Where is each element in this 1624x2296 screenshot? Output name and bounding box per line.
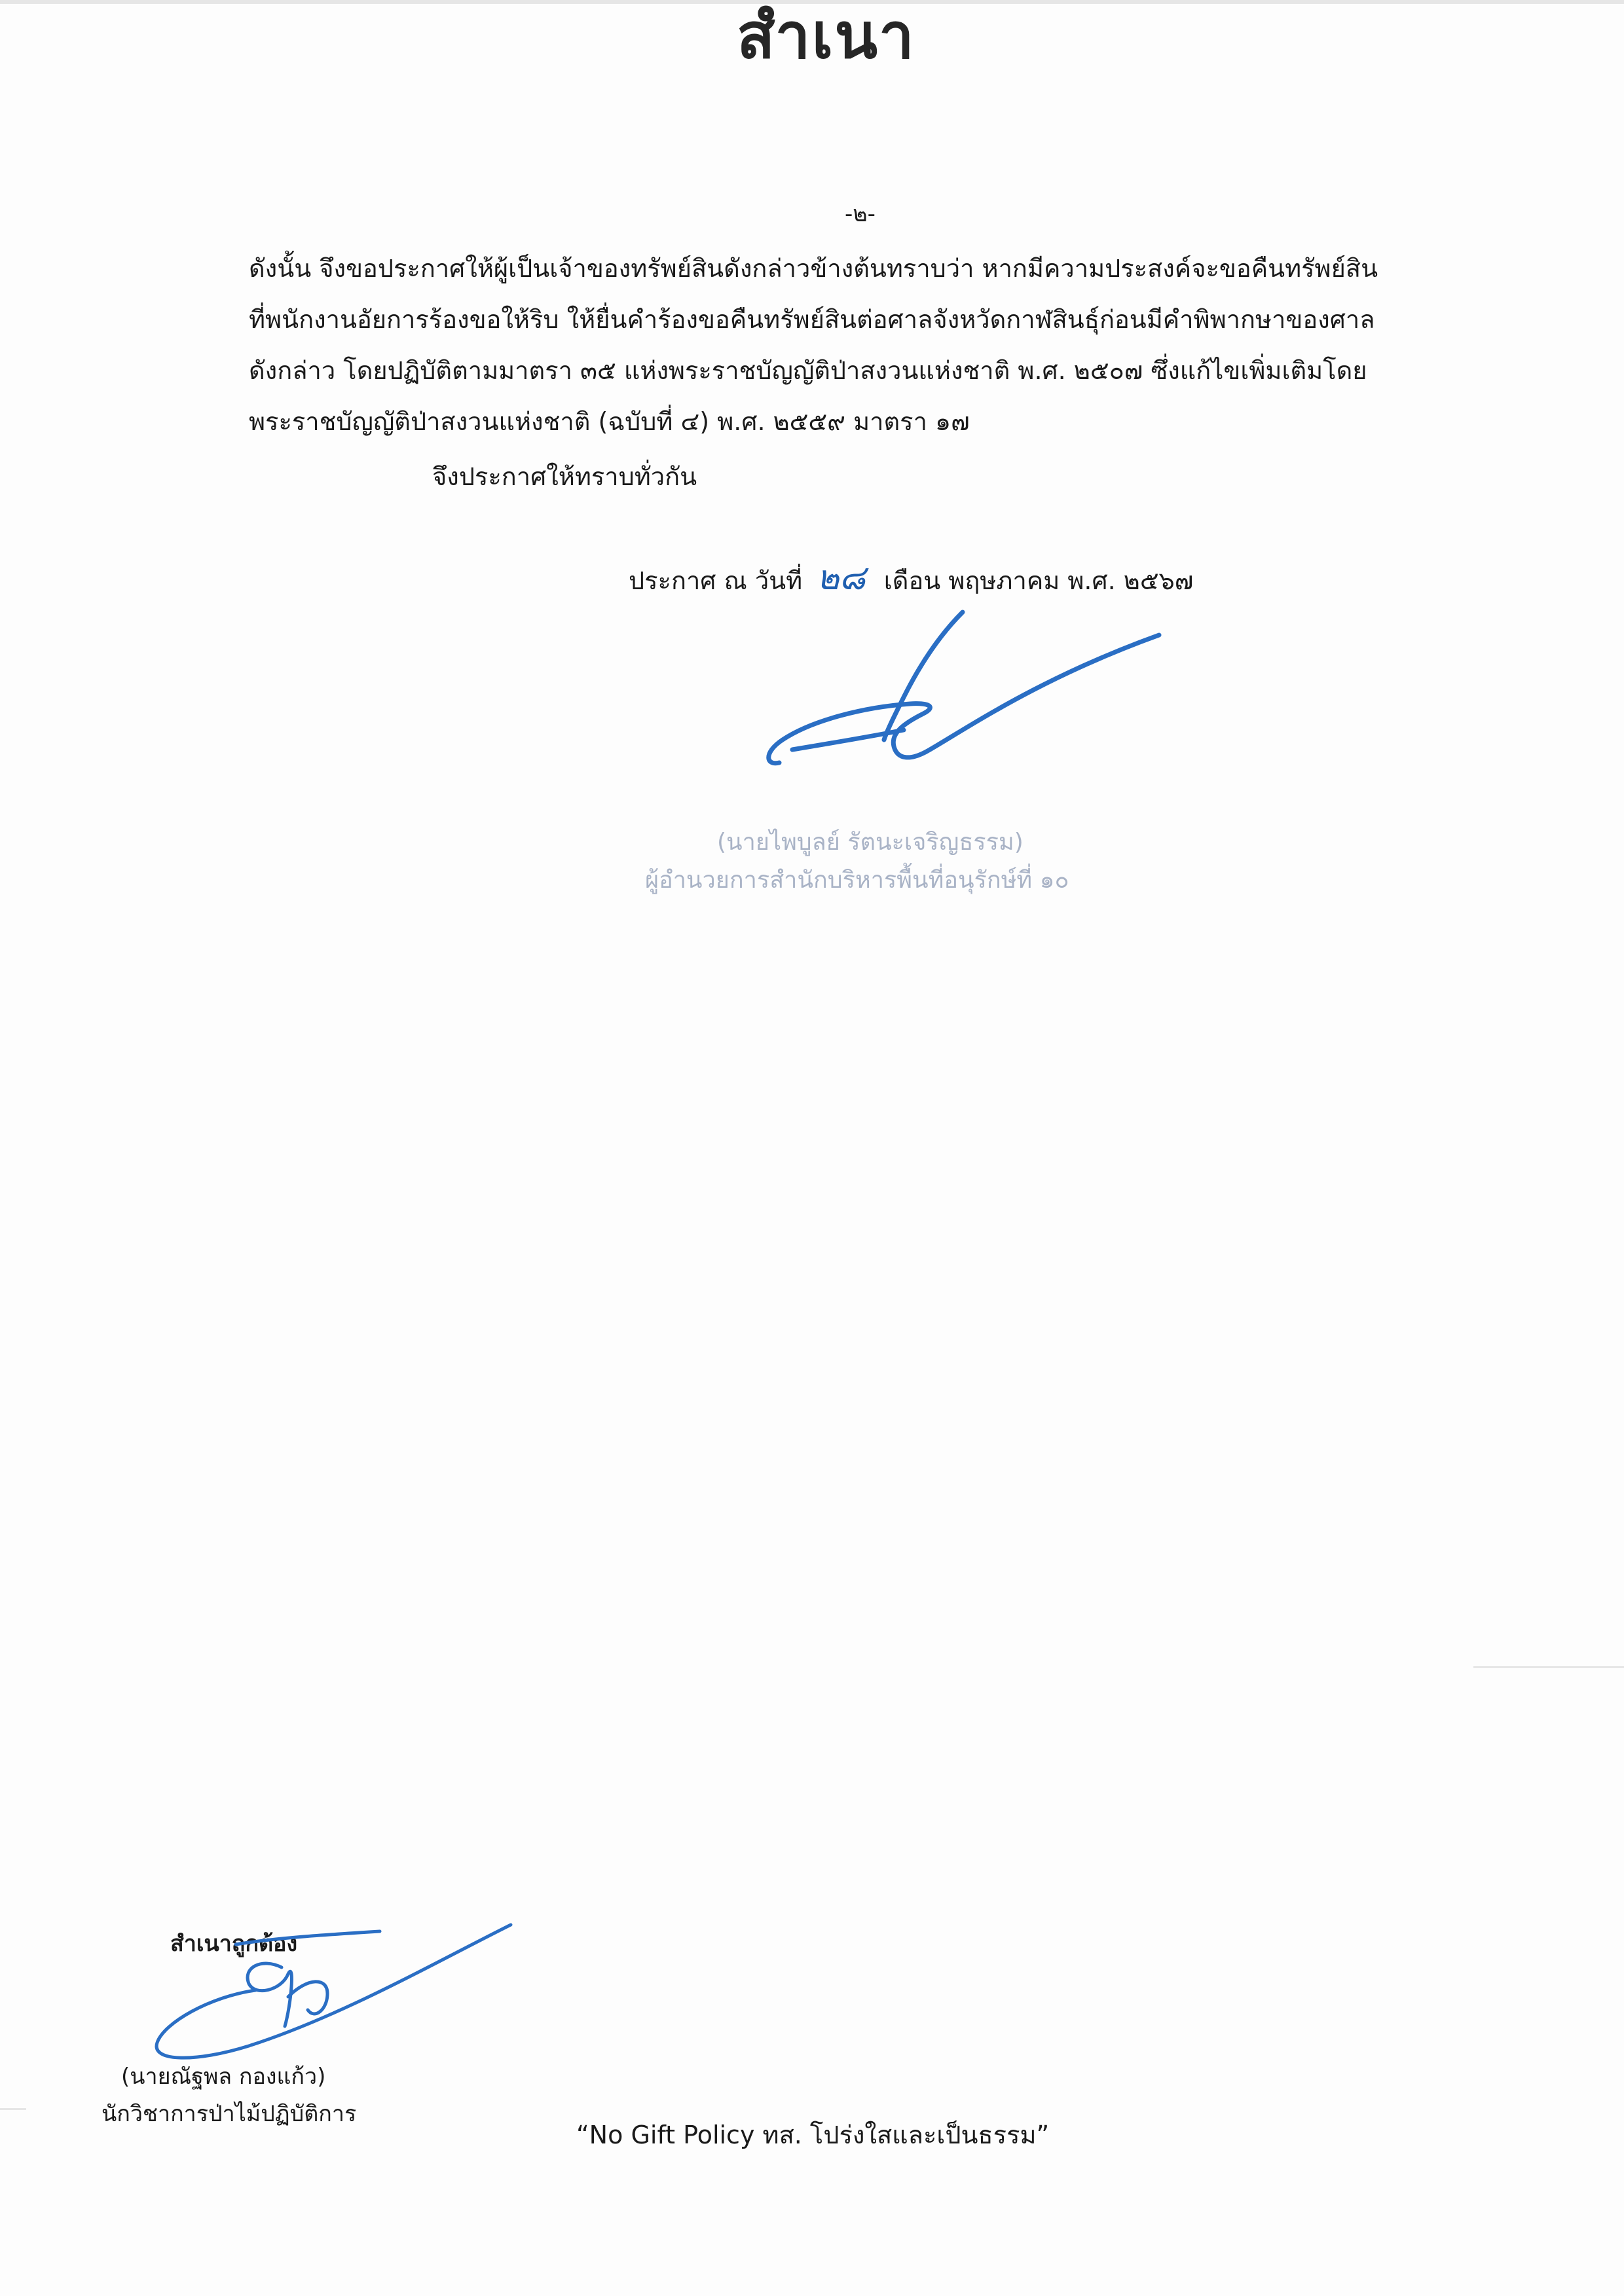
body-paragraph-line: ที่พนักงานอัยการร้องขอให้ริบ ให้ยื่นคำร้องขอคืนทรัพย์สินต่อศาลจังหวัดกาฬสินธุ์ก่อนมีคำพิพากษาของศาล [249, 305, 1375, 334]
signer-position: ผู้อำนวยการสำนักบริหารพื้นที่อนุรักษ์ที่ ๑๐ [645, 867, 1069, 894]
body-paragraph-line: พระราชบัญญัติป่าสงวนแห่งชาติ (ฉบับที่ ๔) พ.ศ. ๒๕๕๙ มาตรา ๑๗ [249, 407, 970, 436]
director-signature [753, 599, 1172, 776]
date-prefix: ประกาศ ณ วันที่ [629, 566, 803, 595]
footer-policy-slogan: “No Gift Policy ทส. โปร่งใสและเป็นธรรม” [576, 2121, 1050, 2149]
signer-name: (นายไพบูลย์ รัตนะเจริญธรรม) [717, 829, 1024, 856]
certifier-position: นักวิชาการป่าไม้ปฏิบัติการ [101, 2101, 357, 2127]
scan-edge-mark [0, 2108, 26, 2110]
certifier-name: (นายณัฐพล กองแก้ว) [121, 2064, 326, 2090]
certifier-signature [131, 1912, 524, 2075]
date-day-handwritten: ๒๘ [817, 558, 866, 598]
closing-statement: จึงประกาศให้ทราบทั่วกัน [432, 462, 697, 491]
certified-copy-label: สำเนาถูกต้อง [170, 1931, 298, 1957]
page-number: -๒- [845, 201, 876, 227]
body-paragraph-line: ดังกล่าว โดยปฏิบัติตามมาตรา ๓๕ แห่งพระราชบัญญัติป่าสงวนแห่งชาติ พ.ศ. ๒๕๐๗ ซึ่งแก้ไขเพิ่มเติมโดย [249, 356, 1367, 385]
body-paragraph-line: ดังนั้น จึงขอประกาศให้ผู้เป็นเจ้าของทรัพย์สินดังกล่าวข้างต้นทราบว่า หากมีความประสงค์จะขอคืนทรัพย์สิน [249, 254, 1378, 283]
date-suffix: เดือน พฤษภาคม พ.ศ. ๒๕๖๗ [883, 566, 1194, 595]
copy-stamp: สำเนา [737, 0, 915, 73]
announcement-date [629, 560, 1193, 599]
scan-edge-mark [1473, 1666, 1624, 1668]
